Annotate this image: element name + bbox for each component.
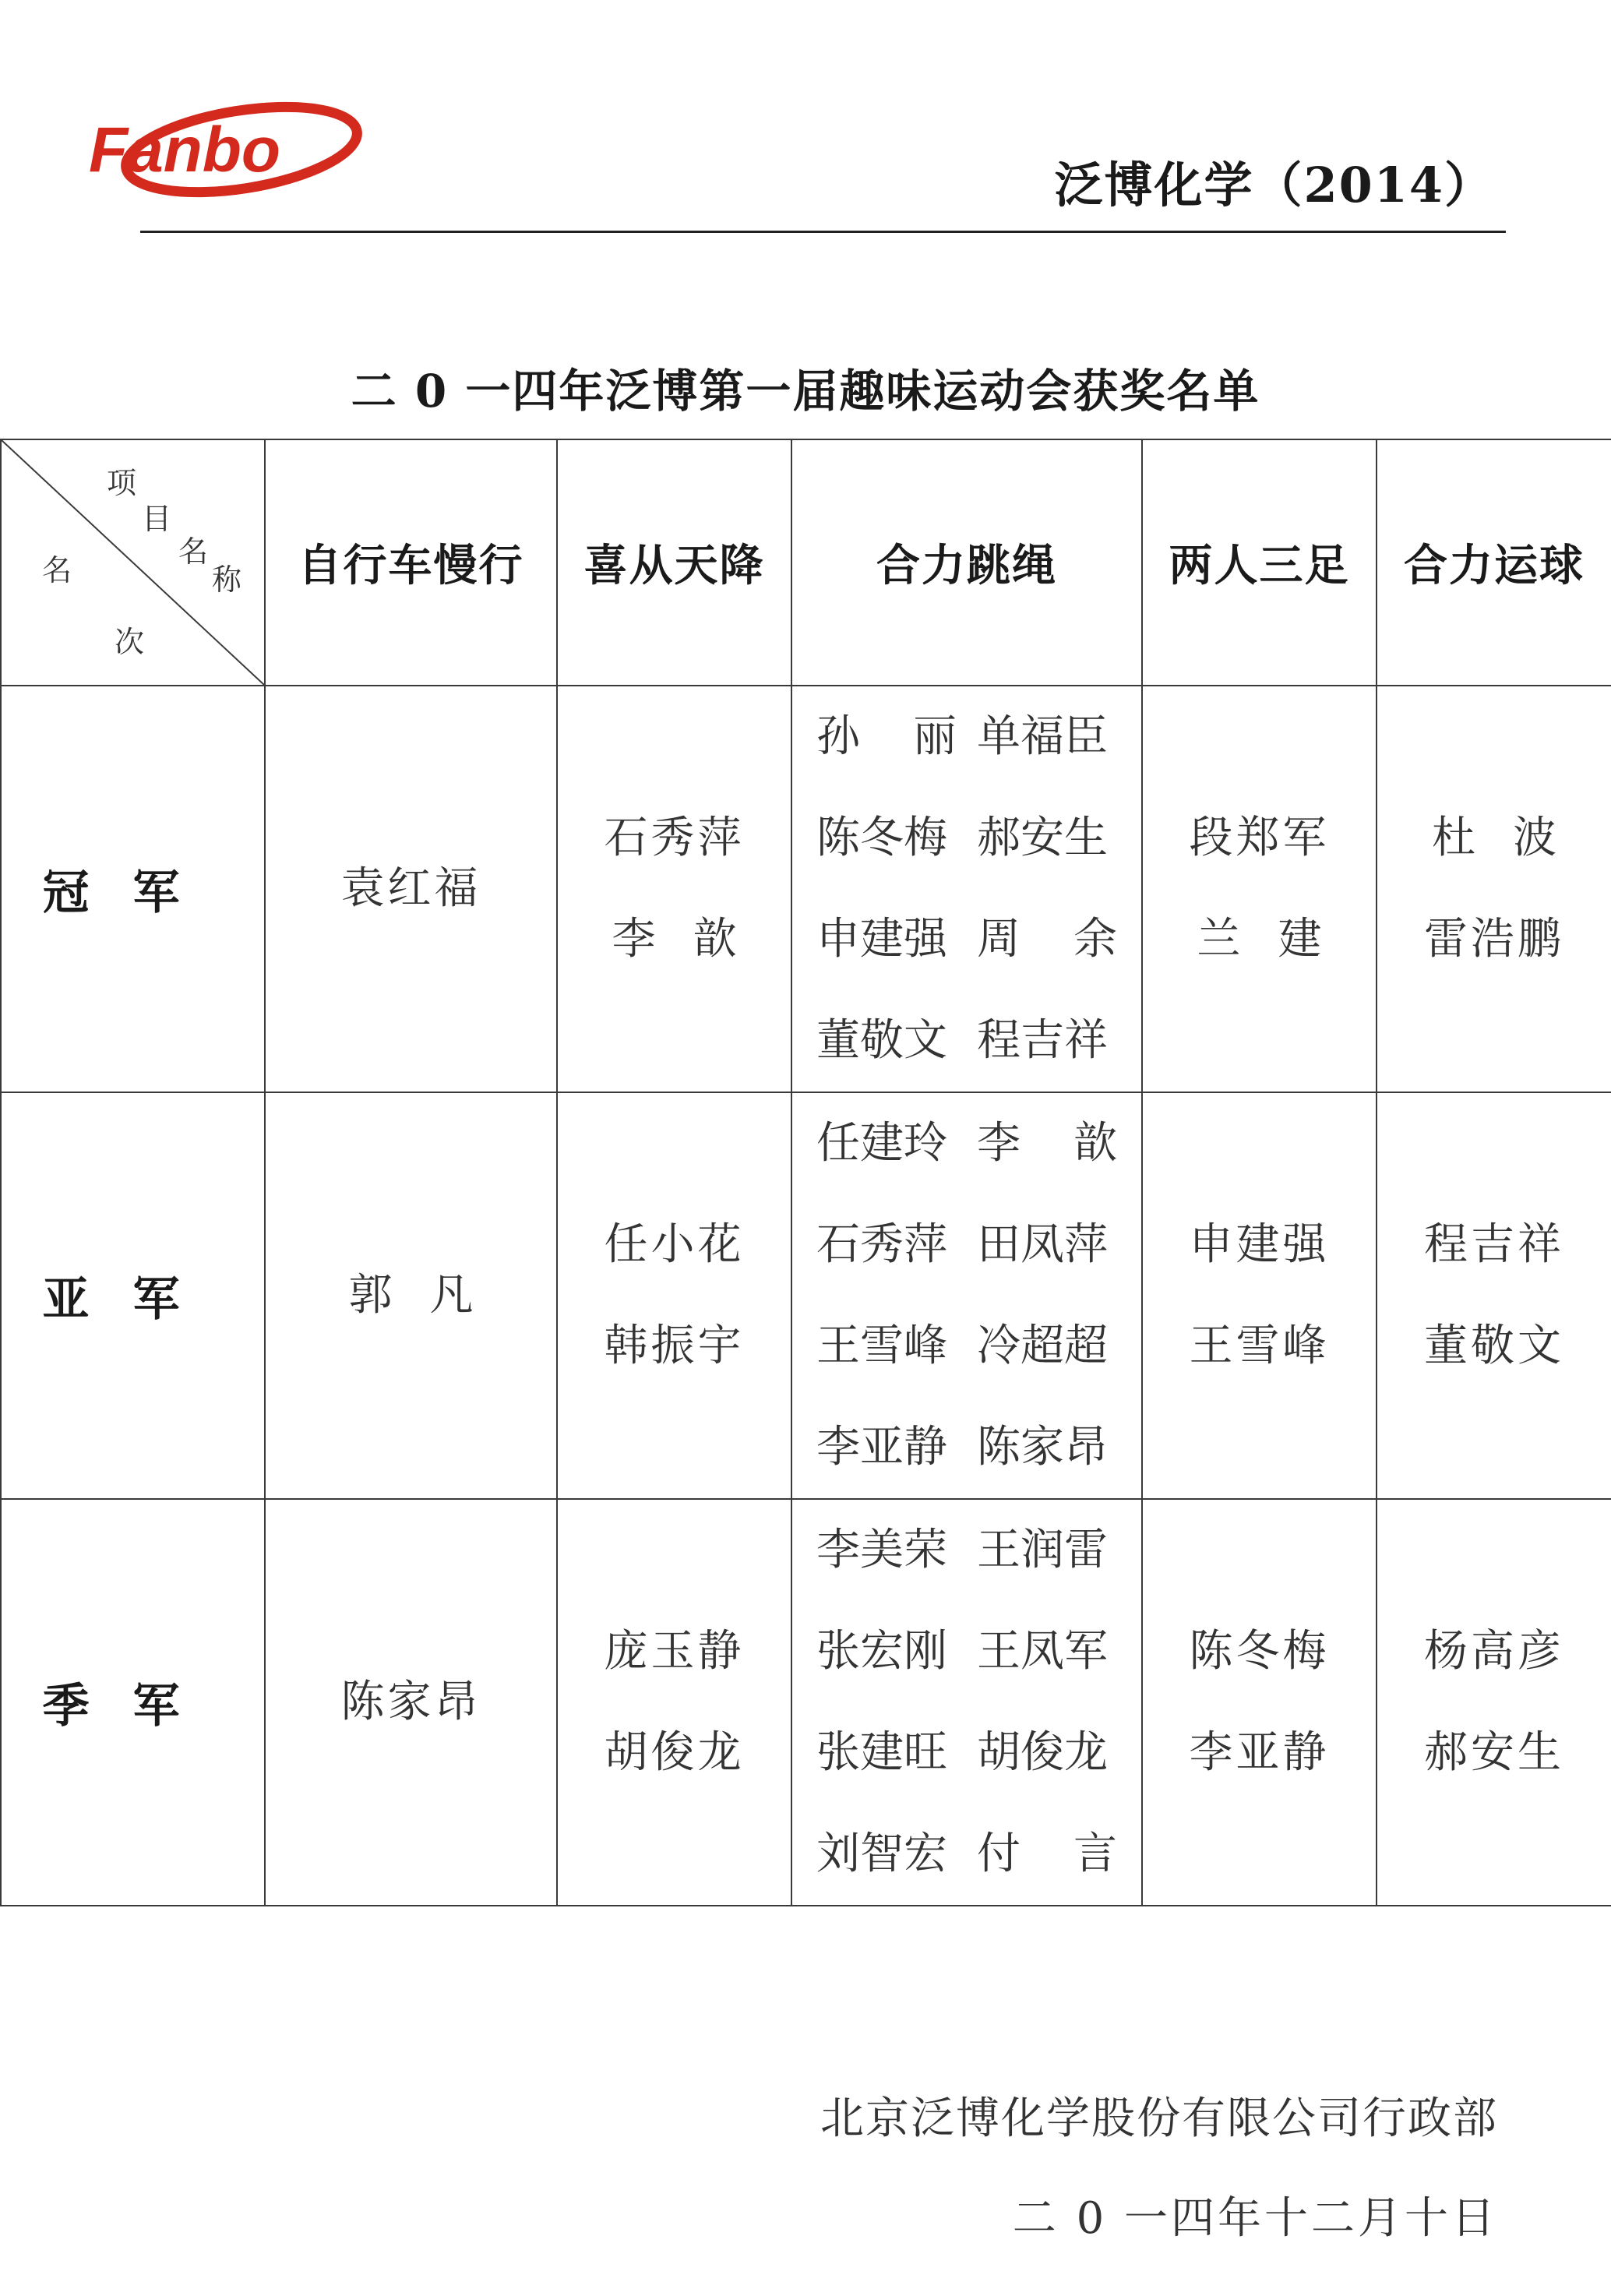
- corner-label-ming-bottom: 名: [42, 553, 72, 587]
- winner-name: 石秀萍: [816, 1219, 947, 1270]
- winner-name: 袁红福: [340, 863, 481, 914]
- winners-rope: [791, 686, 1142, 1092]
- awards-table: [0, 439, 1611, 1906]
- winners-ball: [1377, 1092, 1611, 1499]
- rank-label: 季军: [1, 1499, 265, 1906]
- winners-sky: [557, 686, 791, 1092]
- winners-rope: [791, 1092, 1142, 1499]
- winner-name: 陈家昂: [340, 1677, 481, 1727]
- winner-name: 石秀萍: [604, 813, 745, 863]
- winner-name: 郭凡: [348, 1270, 511, 1321]
- winners-ball: [1377, 686, 1611, 1092]
- winner-name: 孙 丽: [816, 711, 957, 762]
- table-row-runner-up: [1, 1092, 1611, 1499]
- header-divider: [140, 231, 1506, 233]
- winner-name: 李亚静: [1189, 1727, 1330, 1778]
- winner-name: 董敬文: [816, 1015, 947, 1066]
- rank-label: 冠军: [1, 686, 265, 1092]
- winner-name: 单福臣: [977, 711, 1108, 762]
- signature-department: 北京泛博化学股份有限公司行政部: [820, 2093, 1498, 2144]
- winner-name: 李歆: [612, 914, 774, 965]
- event-header-ball: 合力运球: [1377, 439, 1611, 686]
- signature-date: 二 0 一四年十二月十日: [1012, 2193, 1498, 2244]
- winner-name: 郝安生: [977, 813, 1108, 863]
- winner-name: 田凤萍: [977, 1219, 1108, 1270]
- winner-name: 董敬文: [1424, 1321, 1564, 1371]
- winner-name: 付 言: [977, 1829, 1117, 1879]
- winner-name: 杨高彦: [1424, 1626, 1564, 1677]
- corner-diagonal-cell: [1, 439, 265, 686]
- company-header-title: 泛博化学（2014）: [1054, 157, 1494, 213]
- corner-label-ci: 次: [115, 625, 145, 659]
- winner-bike: [265, 1499, 557, 1906]
- corner-label-cheng: 称: [212, 563, 242, 597]
- winner-name: 王雪峰: [1189, 1321, 1330, 1371]
- winner-name: 周 余: [977, 914, 1117, 965]
- winner-name: 庞玉静: [604, 1626, 745, 1677]
- winner-name: 李美荣: [816, 1525, 947, 1575]
- winners-three-legs: [1142, 1499, 1377, 1906]
- company-logo: [86, 93, 366, 210]
- winner-name: 杜波: [1432, 813, 1594, 863]
- logo-wordmark: Fanbo: [89, 115, 280, 185]
- winner-name: 王润雷: [977, 1525, 1108, 1575]
- team-members: [792, 1093, 1141, 1498]
- winner-name: 任建玲: [816, 1118, 947, 1169]
- table-header-row: [1, 439, 1611, 686]
- winner-name: 段郑军: [1189, 813, 1330, 863]
- corner-label-xiang: 项: [107, 466, 137, 500]
- event-header-rope: 合力跳绳: [791, 439, 1142, 686]
- winner-name: 胡俊龙: [977, 1727, 1108, 1778]
- winner-name: 兰建: [1197, 914, 1359, 965]
- winners-three-legs: [1142, 686, 1377, 1092]
- table-row-champion: [1, 686, 1611, 1092]
- winner-name: 陈冬梅: [816, 813, 947, 863]
- winner-name: 申建强: [816, 914, 947, 965]
- winner-name: 张宏刚: [816, 1626, 947, 1677]
- winner-name: 刘智宏: [816, 1829, 947, 1879]
- winners-ball: [1377, 1499, 1611, 1906]
- winners-three-legs: [1142, 1092, 1377, 1499]
- team-members: [792, 686, 1141, 1092]
- winners-sky: [557, 1092, 791, 1499]
- winner-name: 雷浩鹏: [1424, 914, 1564, 965]
- winner-name: 程吉祥: [977, 1015, 1108, 1066]
- winner-name: 程吉祥: [1424, 1219, 1564, 1270]
- winner-name: 李亚静: [816, 1422, 947, 1472]
- winner-bike: [265, 686, 557, 1092]
- winner-name: 郝安生: [1424, 1727, 1564, 1778]
- winner-bike: [265, 1092, 557, 1499]
- winner-name: 张建旺: [816, 1727, 947, 1778]
- corner-label-ming-top: 名: [178, 534, 209, 569]
- winner-name: 冷超超: [977, 1321, 1108, 1371]
- winner-name: 申建强: [1189, 1219, 1330, 1270]
- winner-name: 韩振宇: [604, 1321, 745, 1371]
- winners-rope: [791, 1499, 1142, 1906]
- table-row-third-place: [1, 1499, 1611, 1906]
- winners-sky: [557, 1499, 791, 1906]
- event-header-bike: 自行车慢行: [265, 439, 557, 686]
- event-header-three-legs: 两人三足: [1142, 439, 1377, 686]
- winner-name: 李 歆: [977, 1118, 1117, 1169]
- winner-name: 任小花: [604, 1219, 745, 1270]
- winner-name: 王凤军: [977, 1626, 1108, 1677]
- winner-name: 王雪峰: [816, 1321, 947, 1371]
- winner-name: 胡俊龙: [604, 1727, 745, 1778]
- document-title: 二 0 一四年泛博第一届趣味运动会获奖名单: [351, 365, 1260, 418]
- winner-name: 陈冬梅: [1189, 1626, 1330, 1677]
- corner-label-mu: 目: [142, 502, 172, 536]
- fanbo-logo-graphic: [86, 93, 366, 210]
- rank-label: 亚军: [1, 1092, 265, 1499]
- event-header-sky: 喜从天降: [557, 439, 791, 686]
- team-members: [792, 1500, 1141, 1905]
- winner-name: 陈家昂: [977, 1422, 1108, 1472]
